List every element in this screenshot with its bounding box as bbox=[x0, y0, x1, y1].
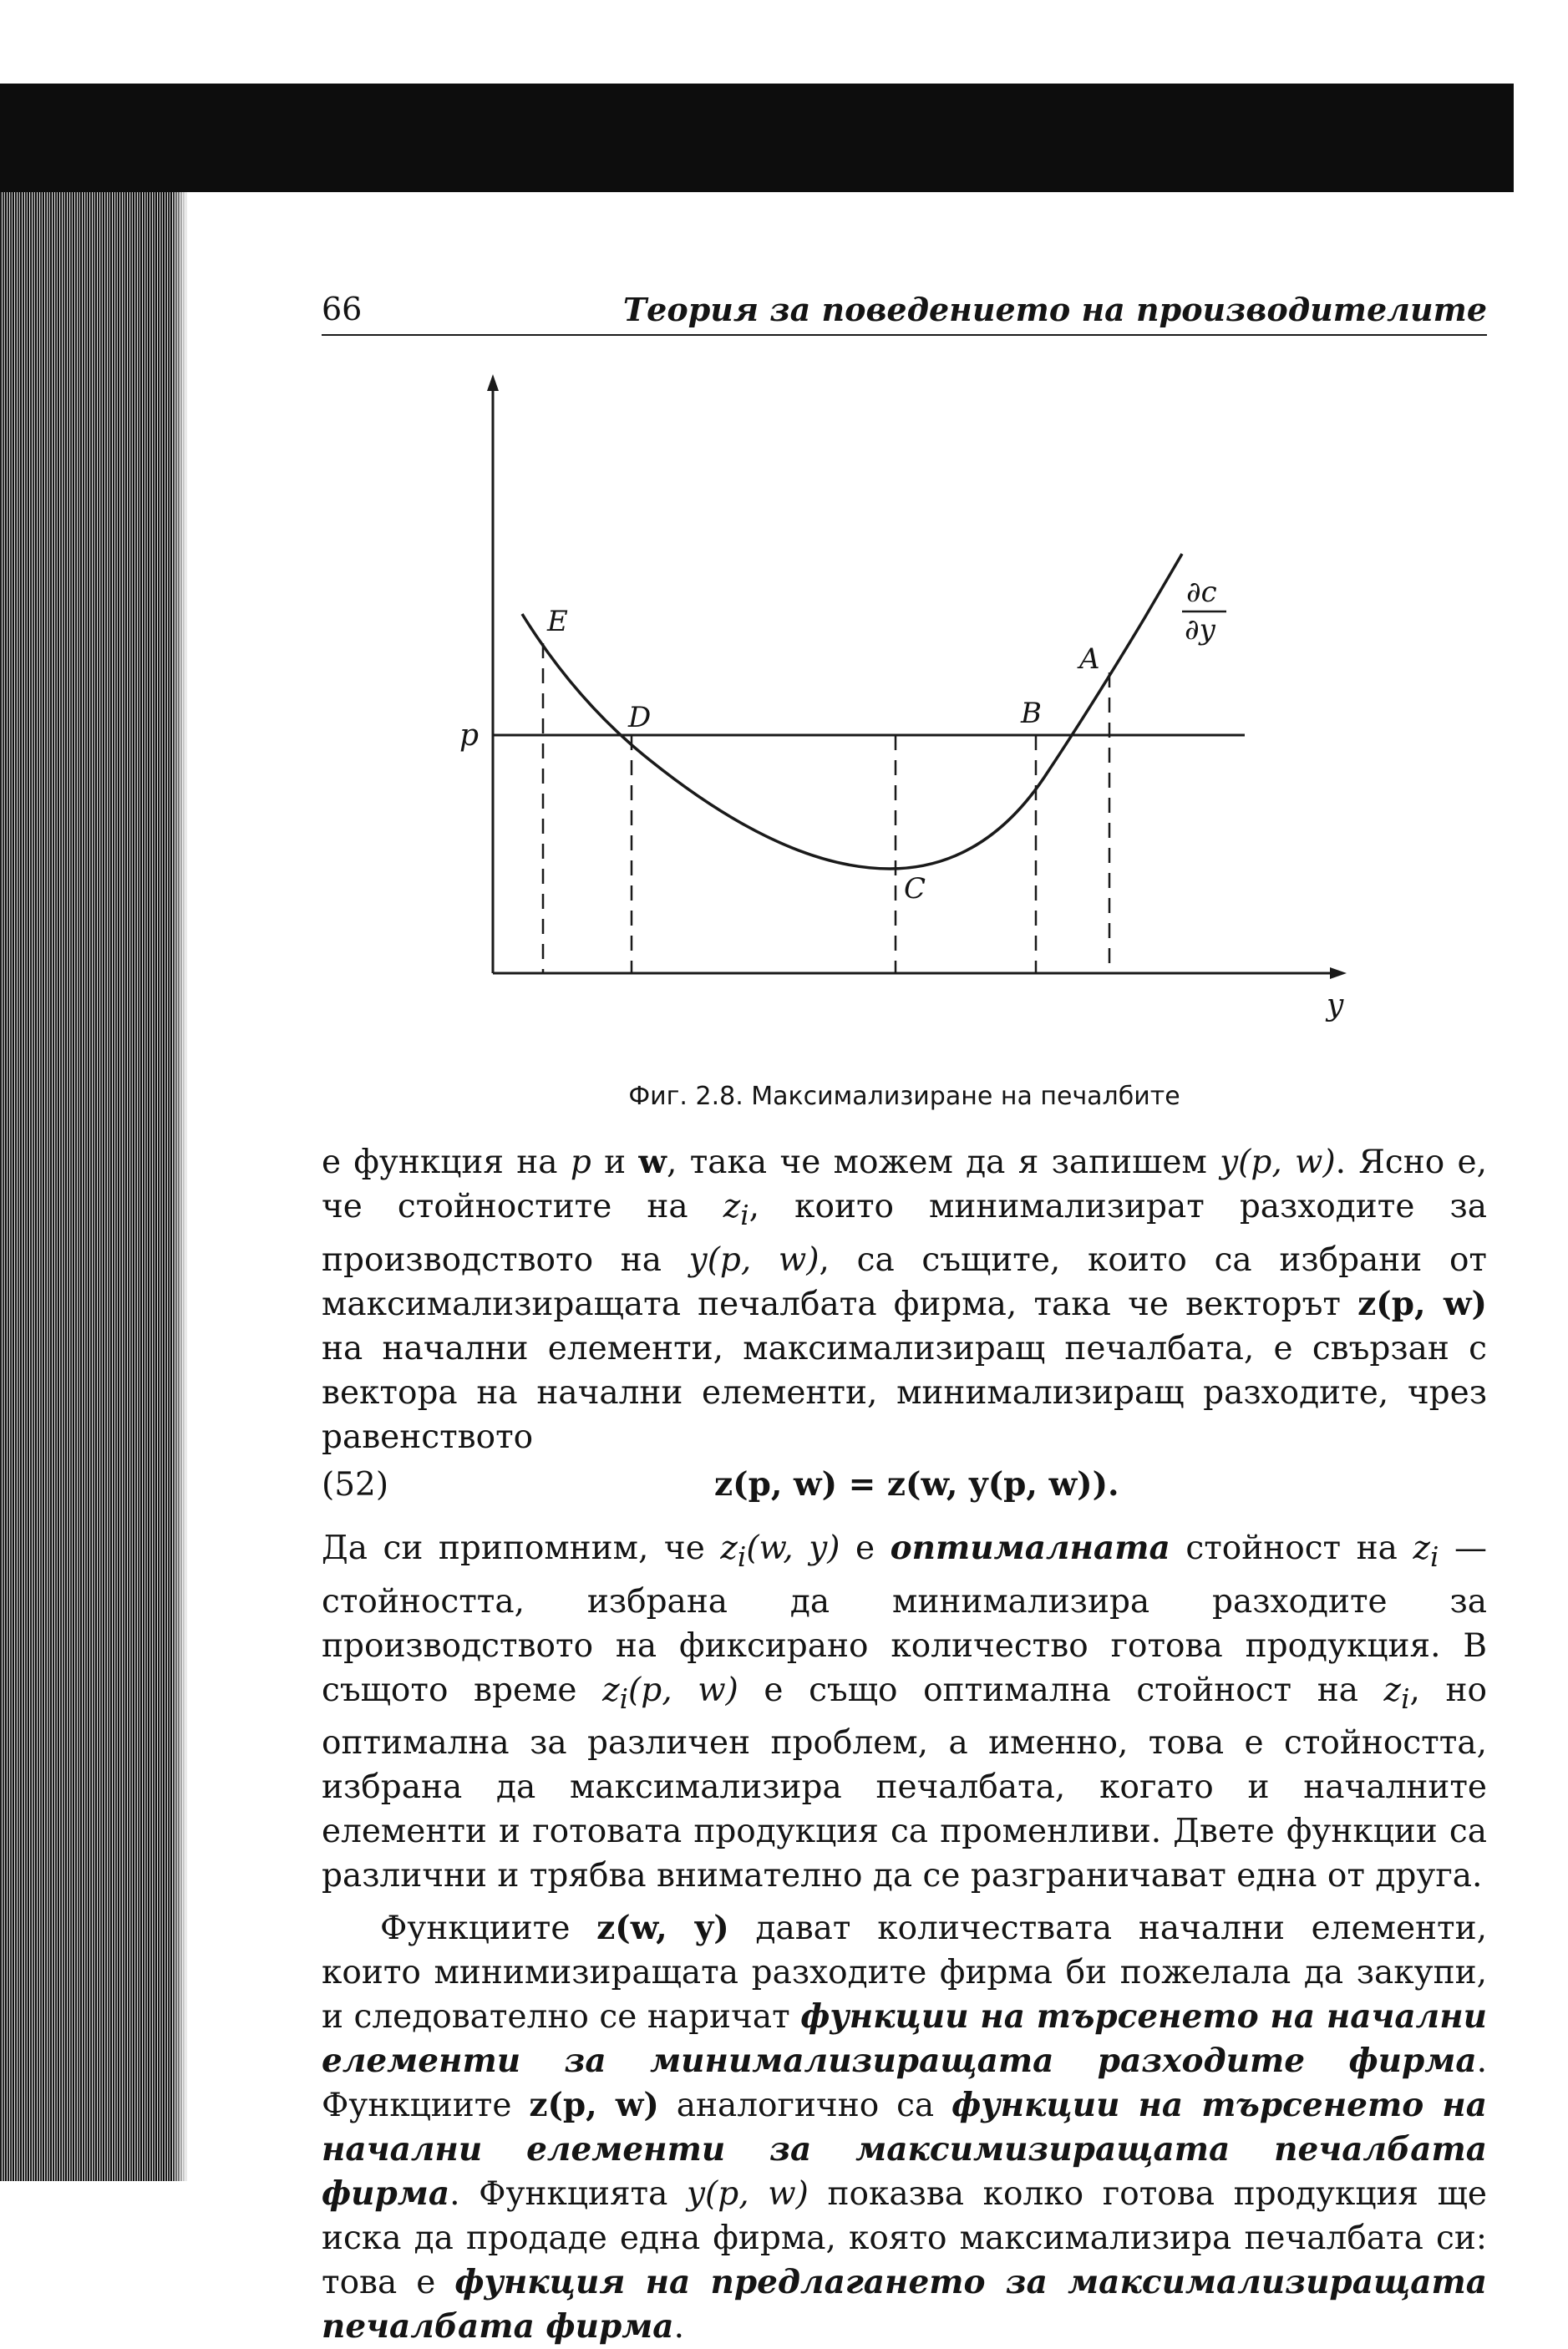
x-axis-arrow bbox=[1330, 967, 1347, 979]
figure-profit-maximization bbox=[434, 342, 1568, 1086]
point-label-c: C bbox=[904, 872, 926, 906]
curve-label-numerator: ∂c bbox=[1186, 576, 1217, 609]
text-run: е bbox=[840, 1529, 891, 1567]
point-label-a: A bbox=[1079, 642, 1100, 676]
text-run: , така че можем да я запишем bbox=[667, 1144, 1220, 1181]
paragraph-2 bbox=[322, 1526, 1487, 1899]
math-subscript-i: i bbox=[1401, 1682, 1410, 1715]
math-z: z bbox=[1413, 1529, 1431, 1567]
math-y-p-w: y(p, w) bbox=[688, 1240, 820, 1279]
emphasis-optimal: оптималната bbox=[890, 1528, 1170, 1567]
equation-52 bbox=[322, 1463, 1487, 1514]
paragraph-3 bbox=[322, 1906, 1487, 2349]
text-run: . Функцията bbox=[449, 2175, 687, 2214]
text-run: и bbox=[591, 1144, 639, 1181]
emphasis-term: функции на търсенето на начални елементи за максимизиращата печалбата фирма bbox=[322, 2086, 1488, 2214]
text-run: — стойността, избрана да минимализира разходите за производството на фиксирано количество готова продукция. В същото време bbox=[322, 1529, 1488, 1709]
text-run: аналогично са bbox=[658, 2087, 952, 2125]
figure-caption: Фиг. 2.8. Максимализиране на печалбите bbox=[628, 1082, 1180, 1111]
axis-x-label: y bbox=[1327, 988, 1344, 1022]
body-text bbox=[322, 1140, 1487, 2349]
curve-label-denominator: ∂y bbox=[1185, 613, 1215, 647]
math-subscript-i: i bbox=[1430, 1540, 1439, 1573]
axis-y-label: p bbox=[459, 718, 480, 753]
equation-number: (52) bbox=[322, 1465, 389, 1504]
math-subscript-i: i bbox=[740, 1199, 749, 1231]
paragraph-1 bbox=[322, 1140, 1487, 1459]
math-z: z bbox=[720, 1529, 738, 1567]
marginal-cost-curve bbox=[522, 554, 1182, 869]
running-title: Теория за поведението на производителите bbox=[622, 291, 1487, 328]
text-run: Да си припомним, че bbox=[322, 1529, 721, 1567]
math-p-w: (p, w) bbox=[628, 1671, 738, 1709]
equation-body: z(p, w) = z(w, y(p, w)). bbox=[714, 1464, 1119, 1504]
emphasis-term: функция на предлагането за максимализиращата печалбата фирма bbox=[322, 2263, 1488, 2346]
math-z: z bbox=[602, 1671, 620, 1709]
text-run: стойност на bbox=[1170, 1529, 1413, 1567]
text-run: показва колко готова продукция ще иска да продаде една фирма, която максимализира печалбата си: това е bbox=[322, 2175, 1488, 2302]
text-run: . Ясно е, че стойностите на bbox=[322, 1144, 1487, 1225]
math-w: w bbox=[638, 1143, 667, 1181]
point-label-b: B bbox=[1021, 697, 1042, 730]
math-z: z bbox=[723, 1188, 741, 1225]
y-axis-arrow bbox=[487, 374, 499, 391]
emphasis-term: функции на търсенето на начални елементи за минимализиращата разходите фирма bbox=[322, 1997, 1488, 2081]
text-run: , които минимализират разходите за производството на bbox=[322, 1188, 1488, 1279]
text-run: . Функциите bbox=[322, 2042, 1487, 2125]
text-run: . bbox=[673, 2308, 684, 2346]
point-label-e: E bbox=[547, 605, 568, 638]
math-z-w-y: z(w, y) bbox=[596, 1909, 729, 1948]
math-w-y: (w, y) bbox=[746, 1529, 840, 1567]
text-run: е също оптимална стойност на bbox=[738, 1671, 1384, 1709]
page-number: 66 bbox=[322, 291, 363, 327]
text-run: Функциите bbox=[380, 1910, 597, 1948]
page-header bbox=[322, 284, 1487, 336]
text-run: е функция на bbox=[322, 1144, 571, 1181]
text-run: на начални елементи, максимализиращ печалбата, е свързан с вектора на начални елементи, минимализиращ разходите, чрез равенството bbox=[322, 1329, 1487, 1456]
math-y-p-w: y(p, w) bbox=[1220, 1144, 1336, 1181]
math-z: z bbox=[1383, 1671, 1402, 1709]
text-run: , са същите, които са избрани от максимализиращата печалбата фирма, така че векторът bbox=[322, 1240, 1488, 1323]
math-z-p-w: z(p, w) bbox=[529, 2086, 659, 2125]
math-subscript-i: i bbox=[619, 1682, 629, 1715]
point-label-d: D bbox=[628, 701, 652, 734]
text-run: , но оптимална за различен проблем, а именно, това е стойността, избрана да максимализира печалбата, когато и началните елементи и готовата продукция са променливи. Двете функции са различни и трябва внимателно да се разграничават една от друга. bbox=[322, 1671, 1487, 1895]
math-y-p-w: y(p, w) bbox=[687, 2175, 809, 2214]
text-run: дават количествата начални елементи, които минимизиращата разходите фирма би пожелала да закупи, и следователно се наричат bbox=[322, 1910, 1487, 2037]
math-p: p bbox=[570, 1144, 591, 1181]
book-page bbox=[188, 192, 1568, 2346]
math-z-p-w: z(p, w) bbox=[1357, 1284, 1487, 1323]
book-page-edges bbox=[0, 192, 188, 2181]
math-subscript-i: i bbox=[737, 1540, 747, 1573]
marginal-cost-diagram bbox=[434, 342, 1568, 1086]
